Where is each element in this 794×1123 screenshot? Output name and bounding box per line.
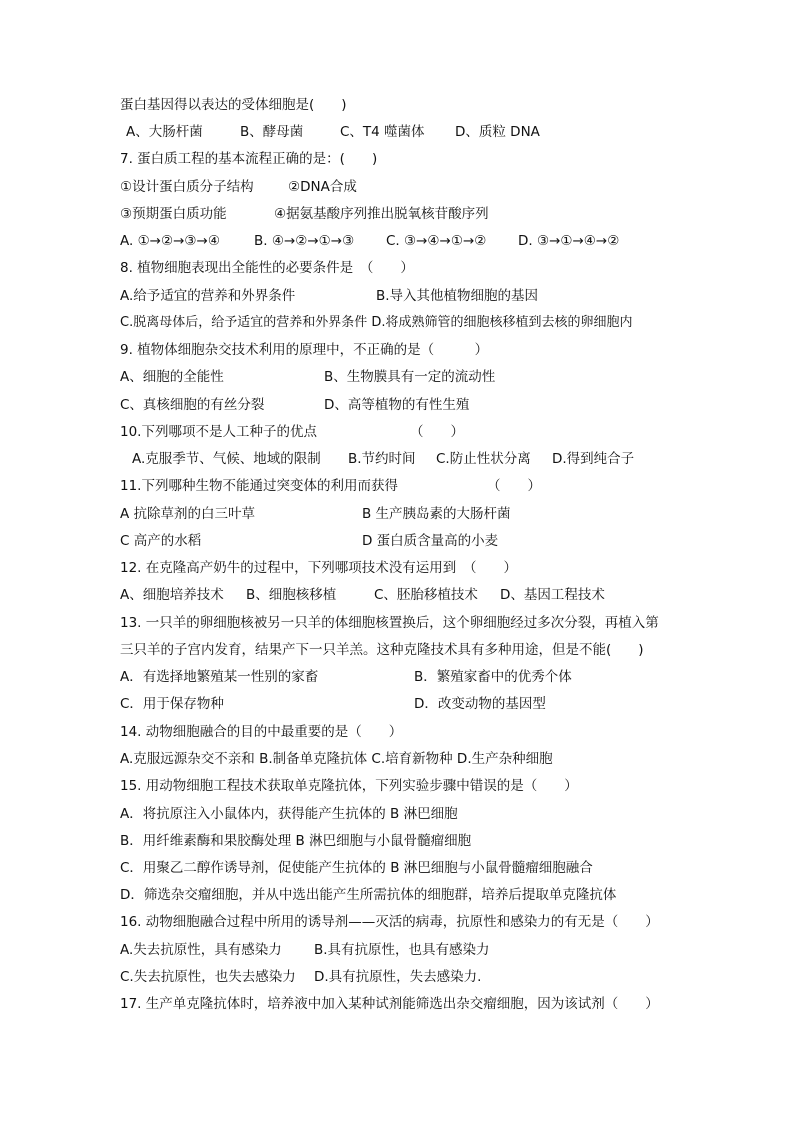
q13-option-c: C．用于保存物种 xyxy=(120,696,224,712)
q13-option-b: B．繁殖家畜中的优秀个体 xyxy=(414,669,572,685)
q13-option-d: D．改变动物的基因型 xyxy=(414,696,546,712)
q11-option-d: D 蛋白质含量高的小麦 xyxy=(362,533,499,549)
q8-options-c-d: C.脱离母体后，给予适宜的营养和外界条件 D.将成熟筛管的细胞核移植到去核的卵细胞内 xyxy=(120,315,633,330)
question-8-stem: 8. 植物细胞表现出全能性的必要条件是 （ ） xyxy=(120,260,414,276)
q11-answer-paren: （ ） xyxy=(487,478,541,494)
q12-option-d: D、基因工程技术 xyxy=(500,587,605,603)
q8-option-b: B.导入其他植物细胞的基因 xyxy=(376,288,539,304)
q6-option-d: D、质粒 DNA xyxy=(455,124,540,140)
question-12-stem: 12. 在克隆高产奶牛的过程中，下列哪项技术没有运用到 （ ） xyxy=(120,560,518,576)
q7-option-b: B. ④→②→①→③ xyxy=(254,233,355,249)
question-13-stem-line1: 13. 一只羊的卵细胞核被另一只羊的体细胞核置换后，这个卵细胞经过多次分裂，再植入第 xyxy=(120,615,659,631)
q12-option-a: A、细胞培养技术 xyxy=(120,587,224,603)
q7-option-c: C. ③→④→①→② xyxy=(386,233,487,249)
q13-option-a: A．有选择地繁殖某一性别的家畜 xyxy=(120,669,319,685)
q10-answer-paren: （ ） xyxy=(410,424,464,440)
q14-options: A.克服远源杂交不亲和 B.制备单克隆抗体 C.培育新物种 D.生产杂种细胞 xyxy=(120,751,553,767)
q15-option-c: C．用聚乙二醇作诱导剂，促使能产生抗体的 B 淋巴细胞与小鼠骨髓瘤细胞融合 xyxy=(120,860,593,876)
question-11-stem: 11.下列哪种生物不能通过突变体的利用而获得 xyxy=(120,478,398,494)
q16-option-a: A.失去抗原性，具有感染力 xyxy=(120,942,282,958)
question-14-stem: 14. 动物细胞融合的目的中最重要的是（ ） xyxy=(120,724,403,740)
q16-option-d: D.具有抗原性，失去感染力. xyxy=(314,969,482,985)
q12-option-c: C、胚胎移植技术 xyxy=(374,587,478,603)
q12-option-b: B、细胞核移植 xyxy=(246,587,337,603)
q7-step-4: ④据氨基酸序列推出脱氧核苷酸序列 xyxy=(274,206,489,222)
q7-step-1: ①设计蛋白质分子结构 xyxy=(120,179,254,195)
q15-option-a: A．将抗原注入小鼠体内，获得能产生抗体的 B 淋巴细胞 xyxy=(120,806,458,822)
q11-option-a: A 抗除草剂的白三叶草 xyxy=(120,506,256,522)
question-9-stem: 9. 植物体细胞杂交技术利用的原理中，不正确的是（ ） xyxy=(120,342,489,358)
q15-option-d: D．筛选杂交瘤细胞，并从中选出能产生所需抗体的细胞群，培养后提取单克隆抗体 xyxy=(120,887,617,903)
question-15-stem: 15. 用动物细胞工程技术获取单克隆抗体，下列实验步骤中错误的是（ ） xyxy=(120,778,578,794)
question-6-stem-tail: 蛋白基因得以表达的受体细胞是( ) xyxy=(120,97,347,113)
q7-step-2: ②DNA合成 xyxy=(288,179,357,195)
question-17-stem: 17. 生产单克隆抗体时，培养液中加入某种试剂能筛选出杂交瘤细胞，因为该试剂（ ） xyxy=(120,996,659,1012)
q10-option-c: C.防止性状分离 xyxy=(436,451,531,467)
q6-option-a: A、大肠杆菌 xyxy=(126,124,203,140)
q7-option-a: A. ①→②→③→④ xyxy=(120,233,220,249)
q9-option-b: B、生物膜具有一定的流动性 xyxy=(324,369,496,385)
question-13-stem-line2: 三只羊的子宫内发育，结果产下一只羊羔。这种克隆技术具有多种用途，但是不能( ) xyxy=(120,642,644,658)
q8-option-a: A.给予适宜的营养和外界条件 xyxy=(120,288,296,304)
q10-option-b: B.节约时间 xyxy=(348,451,416,467)
q6-option-b: B、酵母菌 xyxy=(240,124,304,140)
q6-option-c: C、T4 噬菌体 xyxy=(340,124,425,140)
q16-option-c: C.失去抗原性，也失去感染力 xyxy=(120,969,296,985)
q9-option-c: C、真核细胞的有丝分裂 xyxy=(120,397,265,413)
q9-option-a: A、细胞的全能性 xyxy=(120,369,224,385)
question-16-stem: 16. 动物细胞融合过程中所用的诱导剂——灭活的病毒，抗原性和感染力的有无是（ ） xyxy=(120,914,659,930)
q9-option-d: D、高等植物的有性生殖 xyxy=(324,397,470,413)
q11-option-c: C 高产的水稻 xyxy=(120,533,202,549)
question-10-stem: 10.下列哪项不是人工种子的优点 xyxy=(120,424,317,440)
q10-option-a: A.克服季节、气候、地域的限制 xyxy=(132,451,321,467)
q7-step-3: ③预期蛋白质功能 xyxy=(120,206,227,222)
q11-option-b: B 生产胰岛素的大肠杆菌 xyxy=(362,506,511,522)
q16-option-b: B.具有抗原性，也具有感染力 xyxy=(314,942,490,958)
question-7-stem: 7. 蛋白质工程的基本流程正确的是：( ) xyxy=(120,151,378,167)
q7-option-d: D. ③→①→④→② xyxy=(518,233,620,249)
q10-option-d: D.得到纯合子 xyxy=(552,451,635,467)
q15-option-b: B．用纤维素酶和果胶酶处理 B 淋巴细胞与小鼠骨髓瘤细胞 xyxy=(120,833,472,849)
